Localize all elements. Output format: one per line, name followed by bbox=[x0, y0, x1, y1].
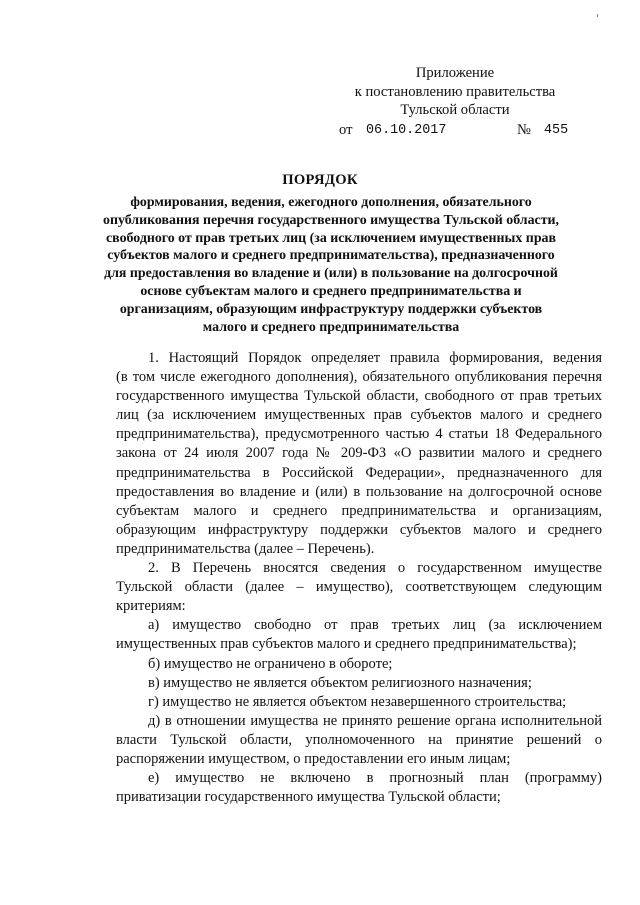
subtitle-line: свободного от прав третьих лиц (за исключением имущественных прав bbox=[106, 230, 556, 246]
subtitle-line: малого и среднего предпринимательства bbox=[202, 319, 460, 335]
paragraph-line: в) имущество не является объектом религиозного назначения; bbox=[148, 674, 532, 691]
document-body bbox=[116, 349, 602, 807]
paragraph-line: б) имущество не ограничено в обороте; bbox=[148, 655, 393, 672]
paragraph-line: 2. В Перечень вносятся сведения о государственном имуществе bbox=[148, 560, 602, 577]
appendix-block bbox=[340, 64, 570, 120]
subtitle-line: формирования, ведения, ежегодного дополнения, обязательного bbox=[130, 195, 532, 210]
paragraph-line: государственного имущества Тульской области, свободного от прав третьих bbox=[116, 388, 602, 405]
criterion-v bbox=[116, 674, 602, 693]
document-title: ПОРЯДОК bbox=[282, 172, 358, 188]
paragraph-line: образующим инфраструктуру поддержки субъектов малого и среднего bbox=[116, 521, 602, 538]
subtitle-line: для предоставления во владение и (или) в пользование на долгосрочной bbox=[104, 266, 558, 282]
paragraph-line: Тульской области (далее – имущество), соответствующем следующим bbox=[116, 579, 602, 596]
paragraph-line: (в том числе ежегодного дополнения), обязательного опубликования перечня bbox=[116, 369, 602, 386]
criterion-d bbox=[116, 712, 602, 769]
document-date-number bbox=[0, 122, 640, 142]
paragraph-line: приватизации государственного имущества Тульской области; bbox=[116, 789, 501, 806]
paragraph-line: предпринимательства в Российской Федерации», предназначенного для bbox=[116, 464, 602, 481]
paragraph-line: власти Тульской области, уполномоченного на принятие решений о bbox=[116, 731, 602, 748]
paragraph-line: распоряжении имуществом, о предоставлении его иным лицам; bbox=[116, 750, 511, 767]
appendix-line-3: Тульской области bbox=[400, 102, 510, 118]
paragraph-line: е) имущество не включено в прогнозный план (программу) bbox=[148, 770, 602, 787]
scan-mark bbox=[596, 14, 599, 17]
paragraph-line: 1. Настоящий Порядок определяет правила формирования, ведения bbox=[148, 350, 602, 366]
document-number: 455 bbox=[544, 123, 569, 138]
paragraph-line: лиц (за исключением имущественных прав субъектов малого и среднего bbox=[116, 407, 602, 424]
paragraph-line: г) имущество не является объектом незавершенного строительства; bbox=[148, 693, 567, 710]
paragraph-line: субъектам малого и среднего предпринимательства и организациям, bbox=[116, 502, 602, 519]
paragraph-line: предоставления во владение и (или) в пользование на долгосрочной основе bbox=[116, 483, 602, 500]
paragraph-line: закона от 24 июля 2007 года № 209-ФЗ «О развитии малого и среднего bbox=[116, 445, 602, 462]
date-prefix: от bbox=[339, 122, 353, 138]
paragraph-1 bbox=[116, 349, 602, 559]
criterion-e bbox=[116, 769, 602, 807]
number-prefix: № bbox=[517, 122, 531, 138]
paragraph-line: а) имущество свободно от прав третьих лиц (за исключением bbox=[148, 617, 602, 634]
paragraph-2 bbox=[116, 559, 602, 616]
paragraph-line: имущественных прав субъектов малого и среднего предпринимательства); bbox=[116, 636, 577, 653]
paragraph-line: предпринимательства), предусмотренного частью 4 статьи 18 Федерального bbox=[116, 426, 602, 443]
subtitle-line: опубликования перечня государственного имущества Тульской области, bbox=[103, 212, 559, 228]
document-date: 06.10.2017 bbox=[366, 123, 447, 138]
document-subtitle bbox=[96, 194, 566, 336]
appendix-line-2: к постановлению правительства bbox=[354, 83, 556, 100]
paragraph-line: д) в отношении имущества не принято решение органа исполнительной bbox=[148, 712, 602, 729]
criterion-g bbox=[116, 693, 602, 712]
criterion-a bbox=[116, 616, 602, 654]
subtitle-line: основе субъектам малого и среднего предпринимательства и bbox=[140, 283, 522, 299]
subtitle-line: организациям, образующим инфраструктуру поддержки субъектов bbox=[119, 301, 543, 317]
criterion-b bbox=[116, 655, 602, 674]
paragraph-line: предпринимательства (далее – Перечень). bbox=[116, 540, 375, 557]
paragraph-line: критериям: bbox=[116, 598, 186, 615]
subtitle-line: субъектов малого и среднего предпринимательства), предназначенного bbox=[107, 248, 555, 264]
appendix-line-1: Приложение bbox=[415, 65, 495, 81]
